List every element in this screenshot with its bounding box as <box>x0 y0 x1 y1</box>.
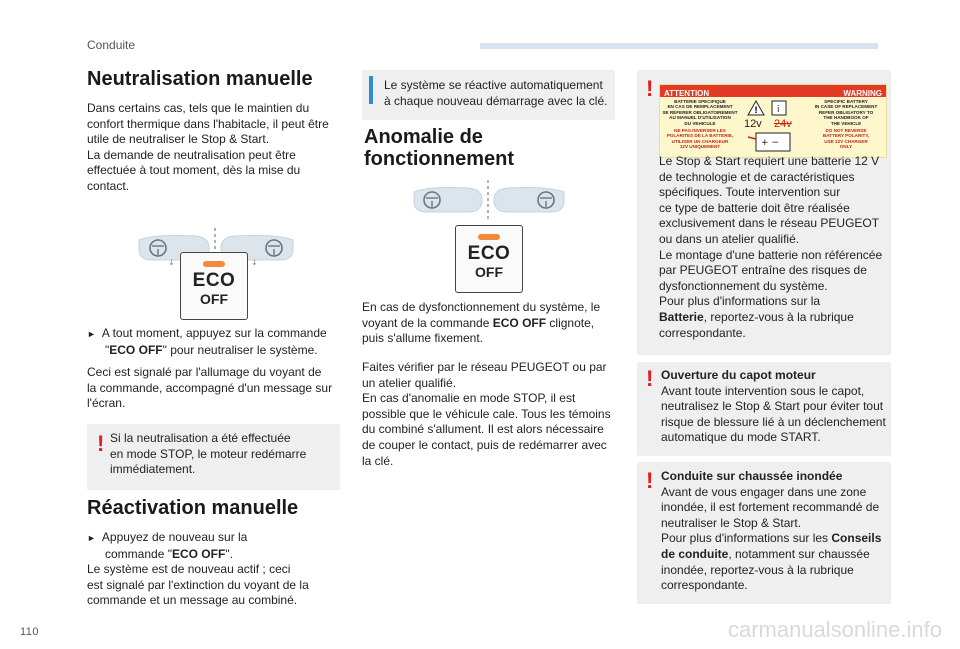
warning-box-battery <box>637 70 891 355</box>
para-verification: Faites vérifier par le réseau PEUGEOT ou par un atelier qualifié. En cas d'anomalie en mode STOP, il est possible que le véhicule cale. Tous les témoins du combiné s'allument. Il est alors nécessaire de couper le contact, puis de redémarrer avec la clé. <box>362 360 611 468</box>
para-intro: Dans certains cas, tels que le maintien du confort thermique dans l'habitacle, il peut être utile de neutraliser le Stop & Start. La demande de neutralisation peut être effectuée à tout moment, dès la mise du contact. <box>87 101 329 193</box>
svg-text:↓: ↓ <box>168 258 175 267</box>
eco-off-button-2[interactable]: ECO OFF <box>455 225 523 293</box>
battery-warning-label: ATTENTION WARNING BATTERIE SPECIFIQUE EN CAS DE REMPLACEMENT SE REFERER OBLIGATOIREMENT AU MANUEL D'UTILISATION DU VEHICULE NE PAS INVERSER LES POLARITES DE LA BATTERIE, UTILISER UN CHARGEUR 12V UNIQUEMENT ! i + − 12v 24v SPECIFIC BATTERY IN CASE OF REPLACEMENT REFER OBLIGATORY TO THE HANDBOOK OF THE VEHICLE DO NOT REVERSE BATTERY POLARITY, USE 12V CHARGER ONLY <box>659 84 887 158</box>
bullet-arrow-icon: ► <box>87 533 96 543</box>
warning-icon: ! <box>97 431 105 456</box>
info-note-reactivation: Le système se réactive automatiquement à chaque nouveau démarrage avec la clé. <box>362 70 615 120</box>
page-number: 110 <box>20 626 40 638</box>
steering-wheel-paddles-illustration-2 <box>410 180 570 220</box>
title-neutralisation: Neutralisation manuelle <box>87 68 313 90</box>
battery-graphic: ! i + − 12v 24v <box>742 99 804 155</box>
svg-text:i: i <box>777 105 780 115</box>
warning-box-inondee: ! Conduite sur chaussée inondée Avant de vous engager dans une zone inondée, il est fortement recommandé de neutraliser le Stop & Start. Pour plus d'informations sur les Conseils de conduite, notamment sur chaussée inondée, reportez-vous à la rubrique correspondante. <box>637 462 891 604</box>
warning-icon: ! <box>646 366 654 391</box>
warning-note-stop: ! Si la neutralisation a été effectuée en mode STOP, le moteur redémarre immédiatement. <box>87 424 340 490</box>
section-label: Conduite <box>87 38 136 52</box>
svg-text:!: ! <box>754 106 759 116</box>
battery-warning-text: Le Stop & Start requiert une batterie 12 V de technologie et de caractéristiques spécifiques. Toute intervention sur ce type de batterie doit être réalisée exclusivement dans le réseau PEUGEOT ou dans un atelier qualifié. Le montage d'une batterie non référencée par PEUGEOT entraîne des risques de dysfonctionnement du système. Pour plus d'informations sur la Batterie, reportez-vous à la rubrique correspondante. <box>659 154 883 340</box>
info-icon <box>369 76 373 104</box>
eco-off-led <box>203 261 225 267</box>
eco-off-led <box>478 234 500 240</box>
svg-text:+ −: + − <box>761 138 779 148</box>
svg-text:↓: ↓ <box>251 258 258 267</box>
section-bar <box>480 43 878 49</box>
bullet-neutralise: ► A tout moment, appuyez sur la commande "ECO OFF" pour neutraliser le système. <box>87 326 327 357</box>
warning-box-capot: ! Ouverture du capot moteur Avant toute intervention sous le capot, neutralisez le Stop & Start pour éviter tout risque de blessure lié à un déclenchement automatique du mode START. <box>637 362 891 456</box>
bullet-arrow-icon: ► <box>87 329 96 339</box>
para-signal: Ceci est signalé par l'allumage du voyant de la commande, accompagné d'un message sur l'écran. <box>87 365 333 411</box>
label-en-text: SPECIFIC BATTERY IN CASE OF REPLACEMENT REFER OBLIGATORY TO THE HANDBOOK OF THE VEHICLE DO NOT REVERSE BATTERY POLARITY, USE 12V CHARGER ONLY <box>814 99 878 150</box>
warning-icon: ! <box>646 76 654 101</box>
label-fr-text: BATTERIE SPECIFIQUE EN CAS DE REMPLACEMENT SE REFERER OBLIGATOIREMENT AU MANUEL D'UTILISATION DU VEHICULE NE PAS INVERSER LES POLARITES DE LA BATTERIE, UTILISER UN CHARGEUR 12V UNIQUEMENT <box>662 99 738 150</box>
eco-off-button[interactable]: ECO OFF <box>180 252 248 320</box>
watermark: carmanualsonline.info <box>727 617 942 642</box>
para-dysfonctionnement: En cas de dysfonctionnement du système, le voyant de la commande ECO OFF clignote, puis s'allume fixement. <box>362 300 601 346</box>
warning-icon: ! <box>646 468 654 493</box>
title-anomalie: Anomalie de fonctionnement <box>364 126 514 170</box>
title-reactivation: Réactivation manuelle <box>87 497 299 519</box>
bullet-reactivate: ► Appuyez de nouveau sur la commande "ECO OFF". Le système est de nouveau actif ; ceci est signalé par l'extinction du voyant de la commande et un message au combiné. <box>87 530 309 608</box>
